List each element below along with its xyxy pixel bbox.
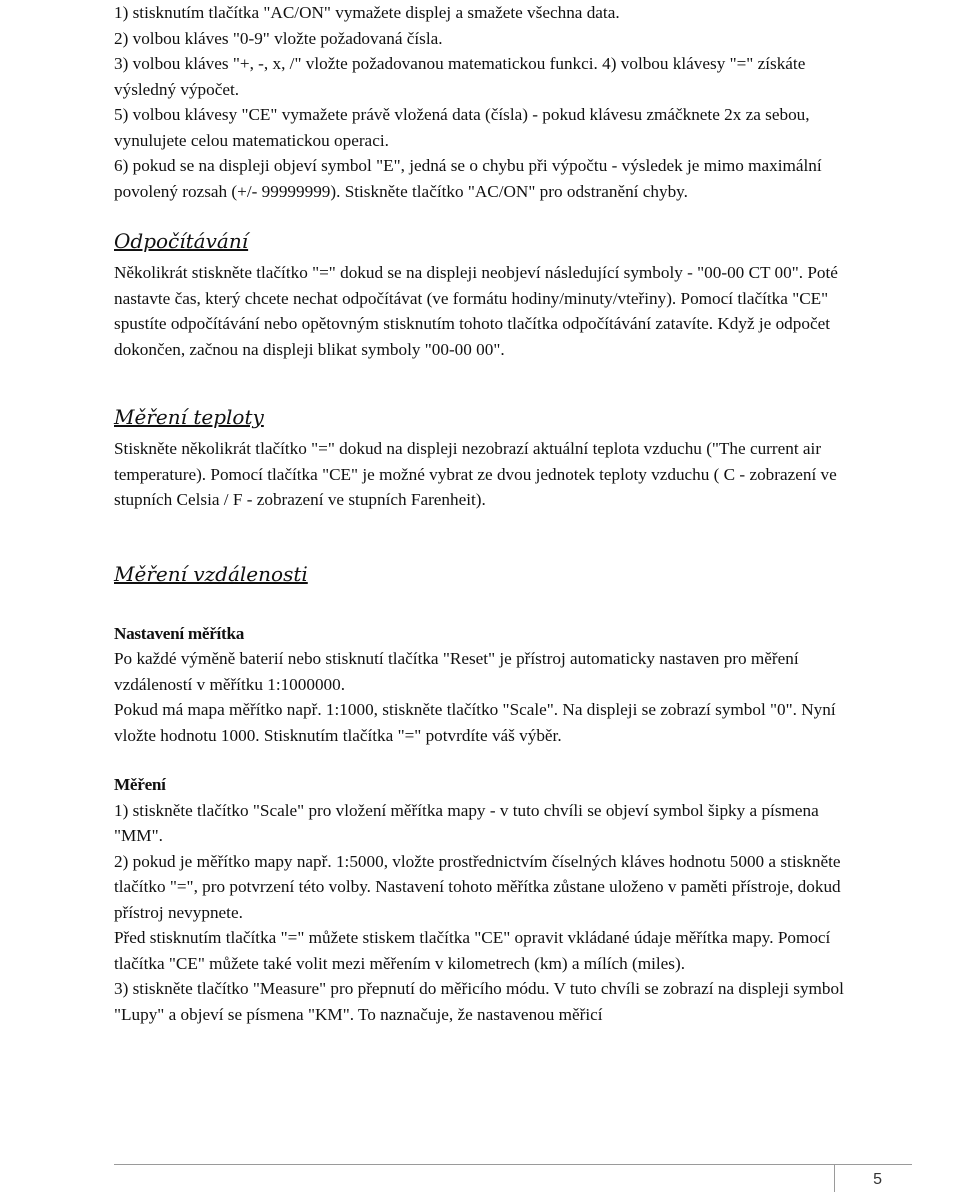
teplota-text: Stiskněte několikrát tlačítko "=" dokud na displeji nezobrazí aktuální teplota vzduchu ("The current air temperature). Pomocí tlačítka "CE" je možné vybrat ze dvou jednotek teploty vzduchu ( C - zobrazení ve stupních Celsia / F - zobrazení ve stupních Farenheit). — [114, 439, 837, 509]
footer-divider — [114, 1164, 912, 1165]
instruction-2: 2) volbou kláves "0-9" vložte požadovaná čísla. — [114, 28, 443, 48]
mereni-line-1: 1) stiskněte tlačítko "Scale" pro vložení měřítka mapy - v tuto chvíli se objeví symbol šipky a písmena "MM". — [114, 800, 819, 845]
nastaveni-line-1: Po každé výměně baterií nebo stisknutí tlačítka "Reset" je přístroj automaticky nastaven pro měření vzdáleností v měřítku 1:1000000. — [114, 649, 799, 694]
subheading-nastaveni-meritka: Nastavení měřítka — [114, 623, 244, 643]
nastaveni-line-2: Pokud má mapa měřítko např. 1:1000, stiskněte tlačítko "Scale". Na displeji se zobrazí symbol "0". Nyní vložte hodnotu 1000. Stisknutím tlačítka "=" potvrdíte váš výběr. — [114, 700, 836, 745]
page-number: 5 — [873, 1171, 882, 1188]
page-content — [114, 0, 854, 1027]
odpocitavani-text: Několikrát stiskněte tlačítko "=" dokud se na displeji neobjeví následující symboly - "00-00 CT 00". Poté nastavte čas, který chcete nechat odpočítávat (ve formátu hodiny/minuty/vteřiny). Pomocí tlačítka "CE" spustíte odpočítávání nebo opětovným stisknutím tohoto tlačítka odpočítávání zatavíte. Když je odpočet dokončen, začnou na displeji blikat symboly "00-00 00". — [114, 263, 838, 359]
subheading-mereni: Měření — [114, 775, 166, 794]
mereni-line-2: 2) pokud je měřítko mapy např. 1:5000, vložte prostřednictvím číselných kláves hodnotu 5000 a stiskněte tlačítko "=", pro potvrzení této volby. Nastavení tohoto měřítka zůstane uloženo v paměti přístroje, dokud přístroj nevypnete. — [114, 851, 841, 922]
instruction-3: 3) volbou kláves "+, -, x, /" vložte požadovanou matematickou funkci. 4) volbou klávesy "=" získáte výsledný výpočet. — [114, 54, 806, 99]
page-number-box — [834, 1164, 912, 1192]
teplota-section — [114, 436, 854, 513]
instruction-6: 6) pokud se na displeji objeví symbol "E", jedná se o chybu při výpočtu - výsledek je mimo maximální povolený rozsah (+/- 99999999). Stiskněte tlačítko "AC/ON" pro odstranění chyby. — [114, 156, 822, 201]
heading-mereni-vzdalenosti: Měření vzdálenosti — [114, 561, 308, 586]
instruction-1: 1) stisknutím tlačítka "AC/ON" vymažete displej a smažete všechna data. — [114, 3, 620, 22]
nastaveni-meritka-section — [114, 621, 854, 749]
calculator-instructions — [114, 0, 854, 204]
mereni-section — [114, 772, 854, 1027]
odpocitavani-section — [114, 260, 854, 362]
mereni-line-4: 3) stiskněte tlačítko "Measure" pro přepnutí do měřicího módu. V tuto chvíli se zobrazí na displeji symbol "Lupy" a objeví se písmena "KM". To naznačuje, že nastavenou měřicí — [114, 979, 844, 1024]
heading-mereni-teploty: Měření teploty — [114, 405, 264, 429]
heading-odpocitavani: Odpočítávání — [114, 229, 249, 253]
mereni-line-3: Před stisknutím tlačítka "=" můžete stiskem tlačítka "CE" opravit vkládané údaje měřítka mapy. Pomocí tlačítka "CE" můžete také volit mezi měřením v kilometrech (km) a mílích (miles). — [114, 928, 831, 973]
instruction-5: 5) volbou klávesy "CE" vymažete právě vložená data (čísla) - pokud klávesu zmáčknete 2x za sebou, vynulujete celou matematickou operaci. — [114, 105, 810, 150]
